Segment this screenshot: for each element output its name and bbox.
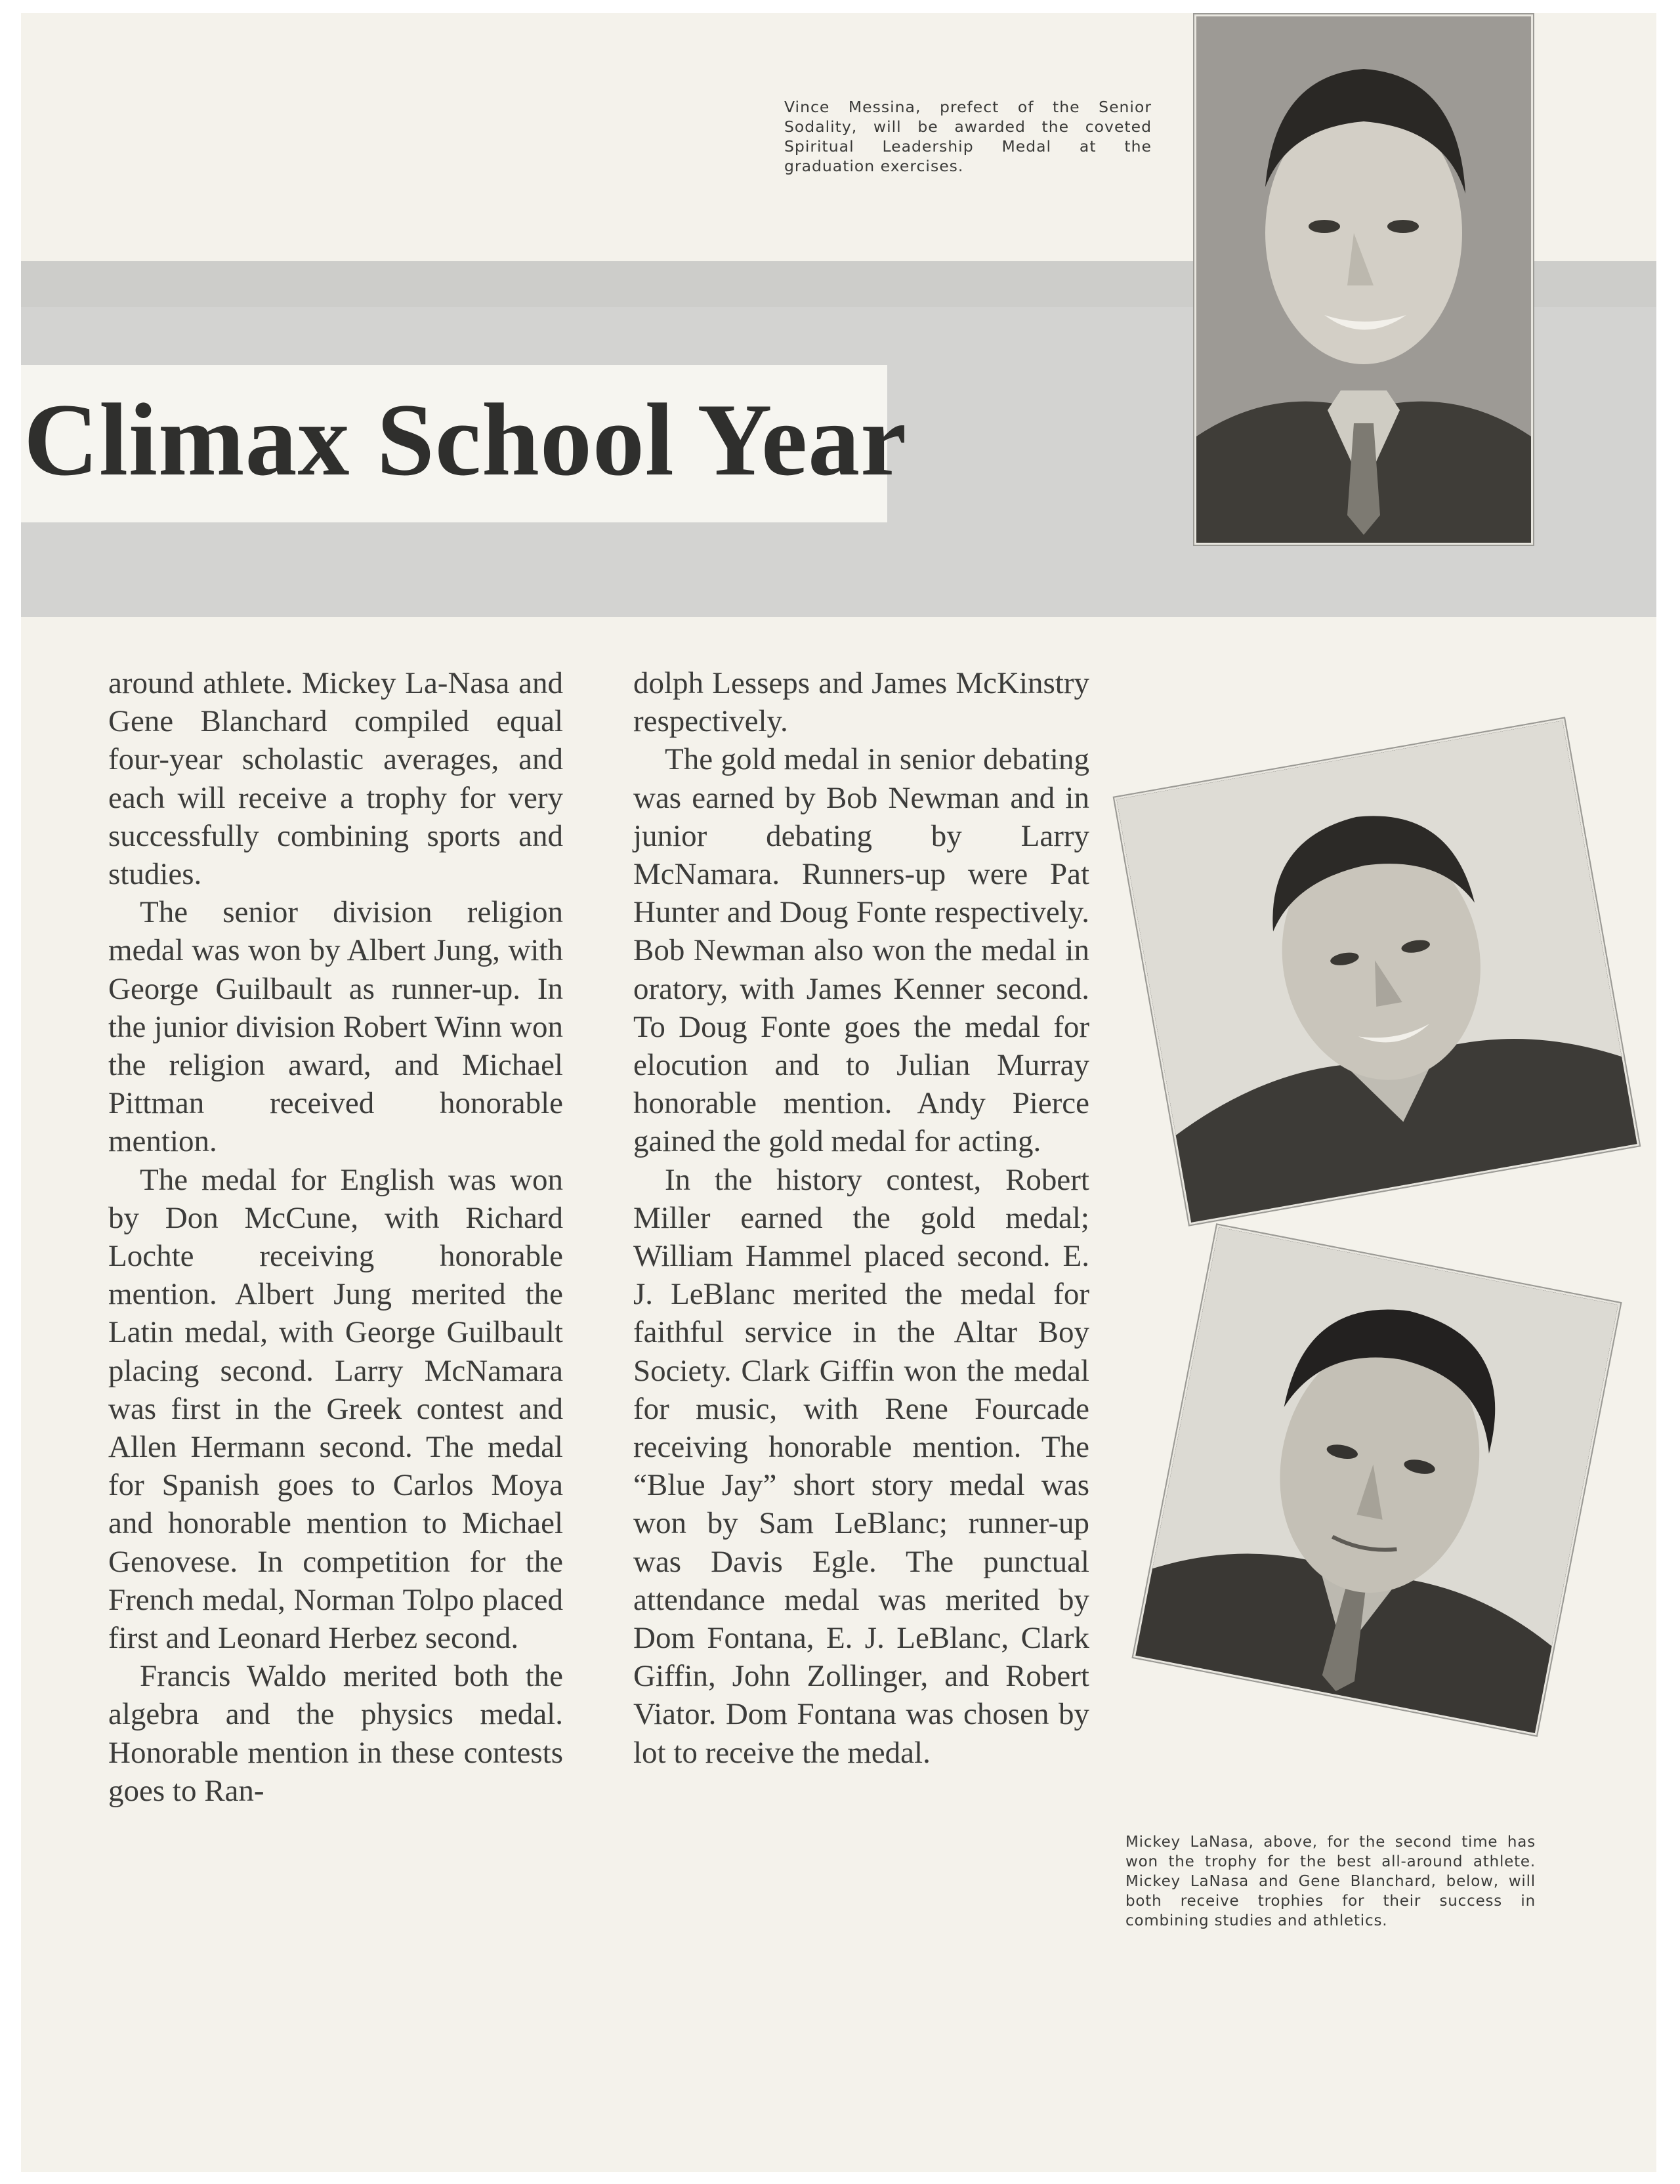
paragraph: In the history contest, Robert Miller earned the gold medal; William Hammel placed second. E. J. LeBlanc merited the medal for faithful service in the Altar Boy Society. Clark Giffin won the medal for music, with Rene Fourcade receiving honorable mention. The “Blue Jay” short story medal was won by Sam LeBlanc; runner-up was Davis Egle. The punctual attendance medal was merited by Dom Fontana, E. J. LeBlanc, Clark Giffin, John Zollinger, and Robert Viator. Dom Fontana was chosen by lot to receive the medal. <box>633 1162 1089 1770</box>
portrait-photo-top <box>1194 14 1533 545</box>
article-column-1 <box>108 664 563 1810</box>
article-column-2 <box>633 664 1089 1772</box>
paragraph: dolph Lesseps and James McKinstry respectively. <box>633 666 1089 739</box>
paragraph: The medal for English was won by Don McCune, with Richard Lochte receiving honorable mention. Albert Jung merited the Latin medal, with George Guilbault placing second. Larry McNamara was first in the Greek contest and Allen Hermann second. The medal for Spanish goes to Carlos Moya and honorable mention to Michael Genovese. In competition for the French medal, Norman Tolpo placed first and Leonard Herbez second. <box>108 1162 563 1656</box>
portrait-image <box>1135 1227 1618 1733</box>
portrait-image <box>1196 16 1531 543</box>
paragraph: The gold medal in senior debating was earned by Bob Newman and in junior debating by Larry McNamara. Runners-up were Pat Hunter and Doug Fonte respectively. Bob Newman also won the medal in oratory, with James Kenner second. To Doug Fonte goes the medal for elocution and to Julian Murray honorable mention. Andy Pierce gained the gold medal for acting. <box>633 742 1089 1159</box>
caption-top: Vince Messina, prefect of the Senior Sodality, will be awarded the coveted Spiritual Leadership Medal at the graduation exercises. <box>784 98 1152 175</box>
paragraph: Francis Waldo merited both the algebra and the physics medal. Honorable mention in these contests goes to Ran- <box>108 1659 563 1808</box>
page-title: Climax School Year <box>24 383 908 497</box>
portrait-image <box>1116 721 1637 1223</box>
paragraph: The senior division religion medal was won by Albert Jung, with George Guilbault as runner-up. In the junior division Robert Winn won the religion award, and Michael Pittman received honorable mention. <box>108 895 563 1159</box>
paragraph: around athlete. Mickey La-Nasa and Gene Blanchard compiled equal four-year scholastic averages, and each will receive a trophy for very successfully combining sports and studies. <box>108 666 563 892</box>
portrait-photo-bottom <box>1133 1225 1621 1735</box>
portrait-photo-middle <box>1114 719 1639 1225</box>
caption-bottom: Mickey LaNasa, above, for the second time has won the trophy for the best all-around athlete. Mickey LaNasa and Gene Blanchard, below, will both receive trophies for their success in combining studies and athletics. <box>1125 1834 1536 1929</box>
